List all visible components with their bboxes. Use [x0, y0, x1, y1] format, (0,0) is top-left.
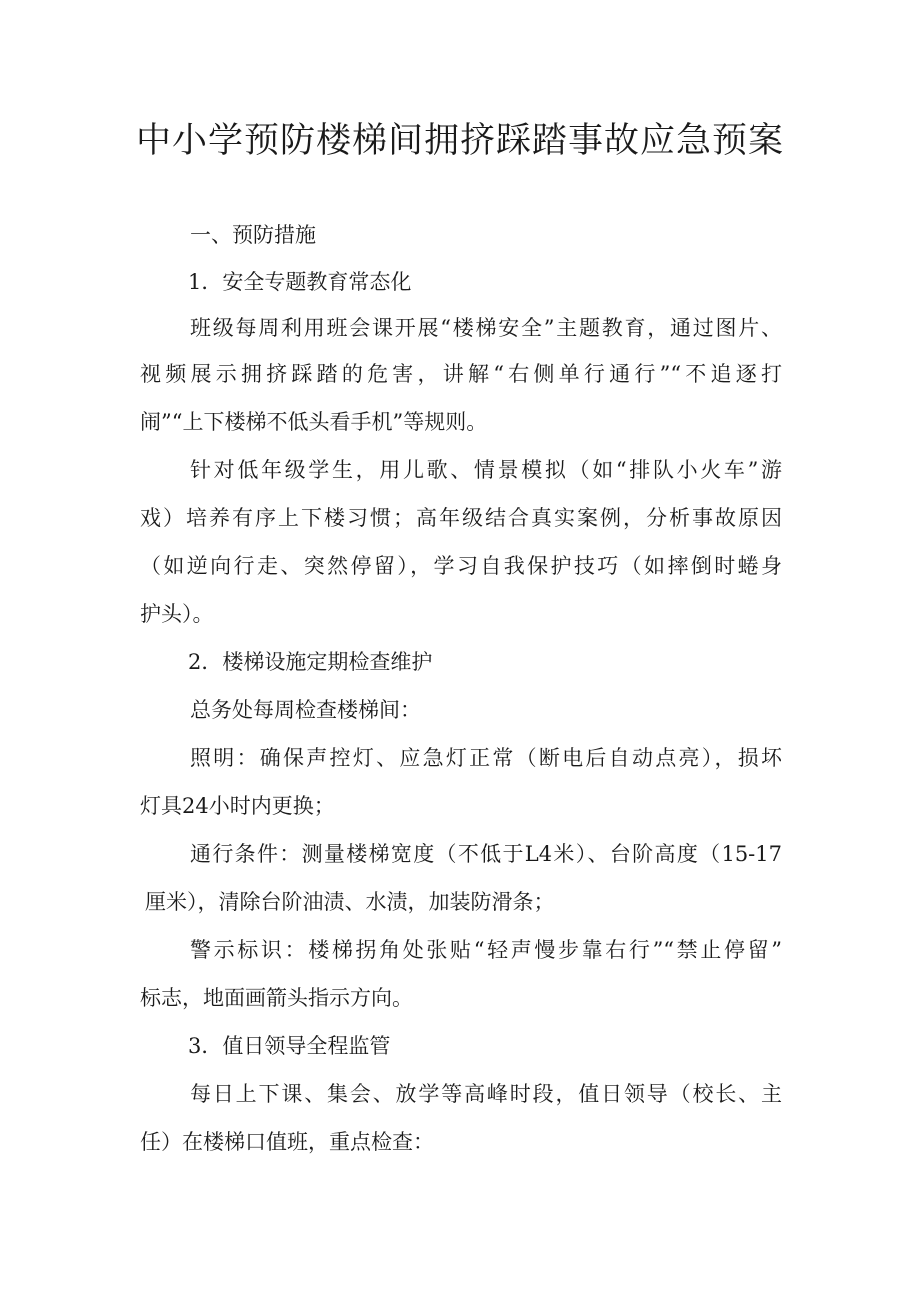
item-heading-3: 3．值日领导全程监管 [188, 1034, 391, 1058]
paragraph-line: 戏）培养有序上下楼习惯；高年级结合真实案例，分析事故原因 [140, 506, 782, 530]
paragraph-line: 护头）。 [140, 602, 214, 626]
paragraph-line: 厘米），清除台阶油渍、水渍，加装防滑条； [145, 890, 555, 914]
paragraph-line: 灯具24小时内更换； [140, 794, 335, 818]
item-heading-2: 2．楼梯设施定期检查维护 [188, 650, 433, 674]
paragraph-line: 班级每周利用班会课开展“楼梯安全”主题教育，通过图片、 [190, 316, 782, 340]
paragraph-line: 照明：确保声控灯、应急灯正常（断电后自动点亮），损坏 [190, 746, 782, 770]
paragraph-line: 针对低年级学生，用儿歌、情景模拟（如“排队小火车”游 [190, 458, 782, 482]
paragraph-line: 任）在楼梯口值班，重点检查： [140, 1130, 434, 1154]
paragraph-line: 通行条件：测量楼梯宽度（不低于L4米）、台阶高度（15-17 [190, 842, 782, 866]
item-heading-1: 1．安全专题教育常态化 [188, 270, 412, 294]
document-title: 中小学预防楼梯间拥挤踩踏事故应急预案 [135, 121, 784, 161]
paragraph-line: 警示标识：楼梯拐角处张贴“轻声慢步靠右行”“禁止停留” [190, 938, 782, 962]
paragraph-line: 总务处每周检查楼梯间： [190, 698, 421, 722]
paragraph-line: 每日上下课、集会、放学等高峰时段，值日领导（校长、主 [190, 1082, 782, 1106]
paragraph-line: 闹”“上下楼梯不低头看手机”等规则。 [140, 410, 488, 434]
paragraph-line: （如逆向行走、突然停留），学习自我保护技巧（如摔倒时蜷身 [140, 554, 782, 578]
paragraph-line: 视频展示拥挤踩踏的危害，讲解“右侧单行通行”“不追逐打 [140, 362, 782, 386]
section-heading-prevention: 一、预防措施 [190, 223, 316, 247]
paragraph-line: 标志，地面画箭头指示方向。 [140, 986, 413, 1010]
